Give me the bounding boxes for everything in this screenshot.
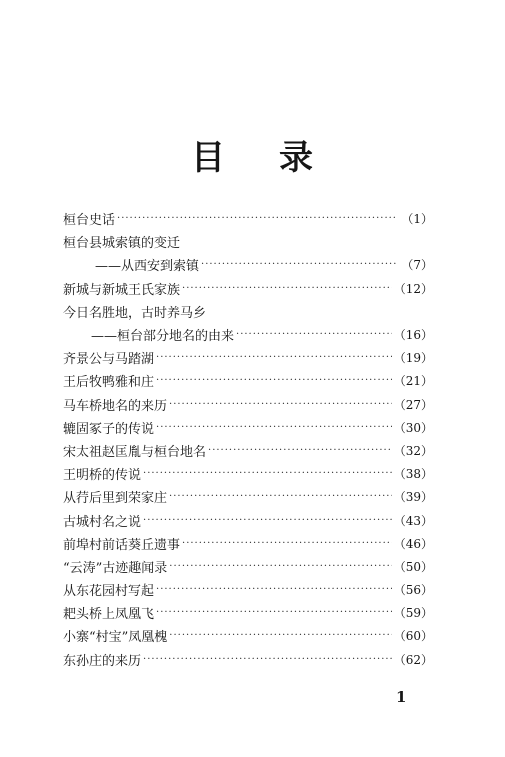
toc-entry <box>63 346 433 369</box>
toc-entry <box>63 253 433 276</box>
toc-entry-title: 宋太祖赵匡胤与桓台地名 <box>63 444 207 460</box>
toc-entry <box>63 601 433 624</box>
toc-entry-page: （50） <box>393 559 433 574</box>
dot-leader <box>169 399 392 410</box>
toc-entry-title: 前埠村前话葵丘遗事 <box>63 537 181 553</box>
toc-entry-title: ——从西安到索镇 <box>95 259 200 275</box>
toc-entry-title: 王后牧鸭雅和庄 <box>63 375 155 391</box>
title-char-1: 目 <box>191 138 225 178</box>
dot-leader <box>117 213 397 224</box>
dot-leader <box>182 538 392 549</box>
toc-entry-page: （46） <box>393 536 433 551</box>
toc-entry <box>63 508 433 531</box>
toc-entry-page: （62） <box>393 652 433 667</box>
toc-entry-title: 桓台史话 <box>63 213 116 229</box>
toc-entry-title: 马车桥地名的来历 <box>63 398 168 414</box>
toc-entry-page: （16） <box>393 328 433 343</box>
toc-entry-title: 从东花园村写起 <box>63 584 155 600</box>
toc-entry-page: （56） <box>393 583 433 598</box>
dot-leader <box>156 352 392 363</box>
dot-leader <box>156 607 392 618</box>
toc-entry-title: 古城村名之说 <box>63 514 142 530</box>
toc-entry-title: 今日名胜地，古时养马乡 <box>63 305 207 321</box>
toc-entry-title: 辘固冢子的传说 <box>63 421 155 437</box>
dot-leader <box>169 491 392 502</box>
dot-leader <box>143 468 392 479</box>
toc-entry-title: 东孙庄的来历 <box>63 653 142 669</box>
toc-entry-page: （12） <box>393 281 433 296</box>
toc-entry <box>63 578 433 601</box>
dot-leader <box>182 283 392 294</box>
toc-entry-title: 王明桥的传说 <box>63 468 142 484</box>
toc-entry-page: （32） <box>393 443 433 458</box>
toc-entry-page: （19） <box>393 351 433 366</box>
dot-leader <box>156 422 392 433</box>
toc-entry <box>63 532 433 555</box>
toc-entry <box>63 555 433 578</box>
toc-entry-page: （43） <box>393 513 433 528</box>
toc-entry-page: （21） <box>393 374 433 389</box>
toc-entry <box>63 393 433 416</box>
toc-entry-page: （1） <box>401 212 433 227</box>
toc-entry-title: 齐景公与马踏湖 <box>63 352 155 368</box>
title-char-2: 录 <box>279 138 313 178</box>
toc-entry <box>63 648 433 671</box>
toc-entry-page: （38） <box>393 467 433 482</box>
toc-entry <box>63 462 433 485</box>
toc-entry <box>63 300 433 323</box>
dot-leader <box>169 630 391 641</box>
toc-entry-title: 小寨“村宝”凤凰槐 <box>63 630 168 646</box>
toc-entry-page: （59） <box>393 606 433 621</box>
toc-entry <box>63 369 433 392</box>
toc-entry-title: 耙头桥上凤凰飞 <box>63 607 155 623</box>
toc-entry <box>63 624 433 647</box>
toc-entry-title: 新城与新城王氏家族 <box>63 282 181 298</box>
toc-entry-title: 从荇后里到荣家庄 <box>63 491 168 507</box>
dot-leader <box>156 584 392 595</box>
toc-entry <box>63 485 433 508</box>
toc-entry-title: “云涛”古迹趣闻录 <box>63 560 168 576</box>
toc-entry-title: ——桓台部分地名的由来 <box>91 329 235 345</box>
dot-leader <box>143 515 392 526</box>
toc-entry-page: （30） <box>393 420 433 435</box>
table-of-contents <box>63 207 433 671</box>
dot-leader <box>208 445 392 456</box>
dot-leader <box>201 259 397 270</box>
dot-leader <box>143 654 392 665</box>
toc-entry <box>63 416 433 439</box>
dot-leader <box>236 329 392 340</box>
toc-entry <box>63 439 433 462</box>
toc-entry <box>63 277 433 300</box>
toc-entry <box>63 207 433 230</box>
toc-entry <box>63 323 433 346</box>
page-number: 1 <box>396 688 407 706</box>
toc-entry-page: （39） <box>393 490 433 505</box>
dot-leader <box>156 375 392 386</box>
dot-leader <box>169 561 391 572</box>
toc-entry-title: 桓台县城索镇的变迁 <box>63 236 181 252</box>
toc-entry <box>63 230 433 253</box>
toc-entry-page: （27） <box>393 397 433 412</box>
toc-entry-page: （60） <box>393 629 433 644</box>
toc-entry-page: （7） <box>401 258 433 273</box>
